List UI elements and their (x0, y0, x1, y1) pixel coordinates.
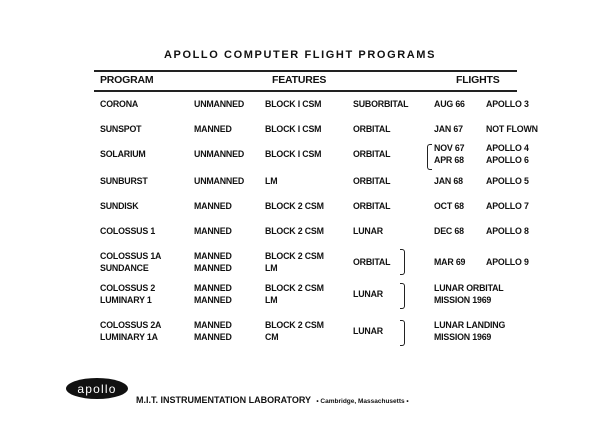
cell-crew: UNMANNED (194, 99, 245, 110)
cell-dates: JAN 68 (434, 176, 463, 187)
cell-dates: LUNAR LANDING (434, 320, 506, 331)
cell-crew: UNMANNED (194, 176, 245, 187)
cell-mission: ORBITAL (353, 124, 391, 135)
cell-program: SUNBURST (100, 176, 148, 187)
cell-vehicle: BLOCK I CSM (265, 149, 322, 160)
cell-dates: MAR 69 (434, 257, 466, 268)
cell-flights: APOLLO 4 (486, 143, 529, 154)
cell-vehicle: BLOCK I CSM (265, 124, 322, 135)
page-title: APOLLO COMPUTER FLIGHT PROGRAMS (163, 49, 437, 61)
cell-flights: APOLLO 8 (486, 226, 529, 237)
bracket-solarium (427, 144, 432, 170)
cell-dates: DEC 68 (434, 226, 464, 237)
cell-crew: UNMANNED (194, 149, 245, 160)
cell-mission: SUBORBITAL (353, 99, 409, 110)
cell-vehicle: BLOCK 2 CSM (265, 283, 324, 294)
cell-vehicle: LM (265, 263, 278, 274)
cell-dates: OCT 68 (434, 201, 464, 212)
lab-location: • Cambridge, Massachusetts • (316, 398, 409, 405)
cell-vehicle: BLOCK I CSM (265, 99, 322, 110)
cell-vehicle: LM (265, 295, 278, 306)
cell-flights: APOLLO 6 (486, 155, 529, 166)
lab-name: M.I.T. INSTRUMENTATION LABORATORY (136, 395, 311, 405)
cell-program: SUNDANCE (100, 263, 149, 274)
footer-lab (136, 395, 409, 405)
bracket-colossus-2 (400, 283, 405, 309)
cell-program: SUNDISK (100, 201, 139, 212)
cell-program: SUNSPOT (100, 124, 142, 135)
cell-program: COLOSSUS 2A (100, 320, 162, 331)
cell-crew: MANNED (194, 295, 232, 306)
cell-mission: LUNAR (353, 326, 383, 337)
cell-mission: ORBITAL (353, 149, 391, 160)
bracket-colossus-2a (400, 320, 405, 346)
cell-program: COLOSSUS 1 (100, 226, 156, 237)
cell-dates: MISSION 1969 (434, 332, 492, 343)
cell-mission: LUNAR (353, 226, 383, 237)
cell-vehicle: BLOCK 2 CSM (265, 201, 324, 212)
cell-crew: MANNED (194, 283, 232, 294)
apollo-logo: apollo (66, 378, 128, 399)
cell-flights: APOLLO 5 (486, 176, 529, 187)
cell-crew: MANNED (194, 320, 232, 331)
cell-mission: ORBITAL (353, 176, 391, 187)
cell-vehicle: CM (265, 332, 279, 343)
cell-flights: APOLLO 3 (486, 99, 529, 110)
cell-mission: LUNAR (353, 289, 383, 300)
cell-flights: NOT FLOWN (486, 124, 538, 135)
cell-dates: MISSION 1969 (434, 295, 492, 306)
cell-mission: ORBITAL (353, 257, 391, 268)
cell-vehicle: LM (265, 176, 278, 187)
cell-program: COLOSSUS 2 (100, 283, 156, 294)
cell-crew: MANNED (194, 124, 232, 135)
cell-vehicle: BLOCK 2 CSM (265, 320, 324, 331)
cell-program: CORONA (100, 99, 139, 110)
cell-vehicle: BLOCK 2 CSM (265, 251, 324, 262)
cell-crew: MANNED (194, 251, 232, 262)
cell-program: COLOSSUS 1A (100, 251, 162, 262)
cell-program: LUMINARY 1A (100, 332, 158, 343)
cell-dates: NOV 67 (434, 143, 465, 154)
cell-program: SOLARIUM (100, 149, 146, 160)
header-flights: FLIGHTS (456, 74, 500, 86)
cell-vehicle: BLOCK 2 CSM (265, 226, 324, 237)
cell-flights: APOLLO 7 (486, 201, 529, 212)
cell-mission: ORBITAL (353, 201, 391, 212)
cell-crew: MANNED (194, 332, 232, 343)
cell-program: LUMINARY 1 (100, 295, 152, 306)
header-rule-top (94, 70, 517, 72)
cell-flights: APOLLO 9 (486, 257, 529, 268)
header-rule-bottom (94, 90, 517, 92)
cell-crew: MANNED (194, 226, 232, 237)
bracket-colossus-1a (400, 249, 405, 275)
cell-dates: LUNAR ORBITAL (434, 283, 504, 294)
cell-dates: AUG 66 (434, 99, 465, 110)
cell-crew: MANNED (194, 263, 232, 274)
cell-dates: JAN 67 (434, 124, 463, 135)
header-features: FEATURES (272, 74, 327, 86)
cell-dates: APR 68 (434, 155, 464, 166)
cell-crew: MANNED (194, 201, 232, 212)
header-program: PROGRAM (100, 74, 154, 86)
